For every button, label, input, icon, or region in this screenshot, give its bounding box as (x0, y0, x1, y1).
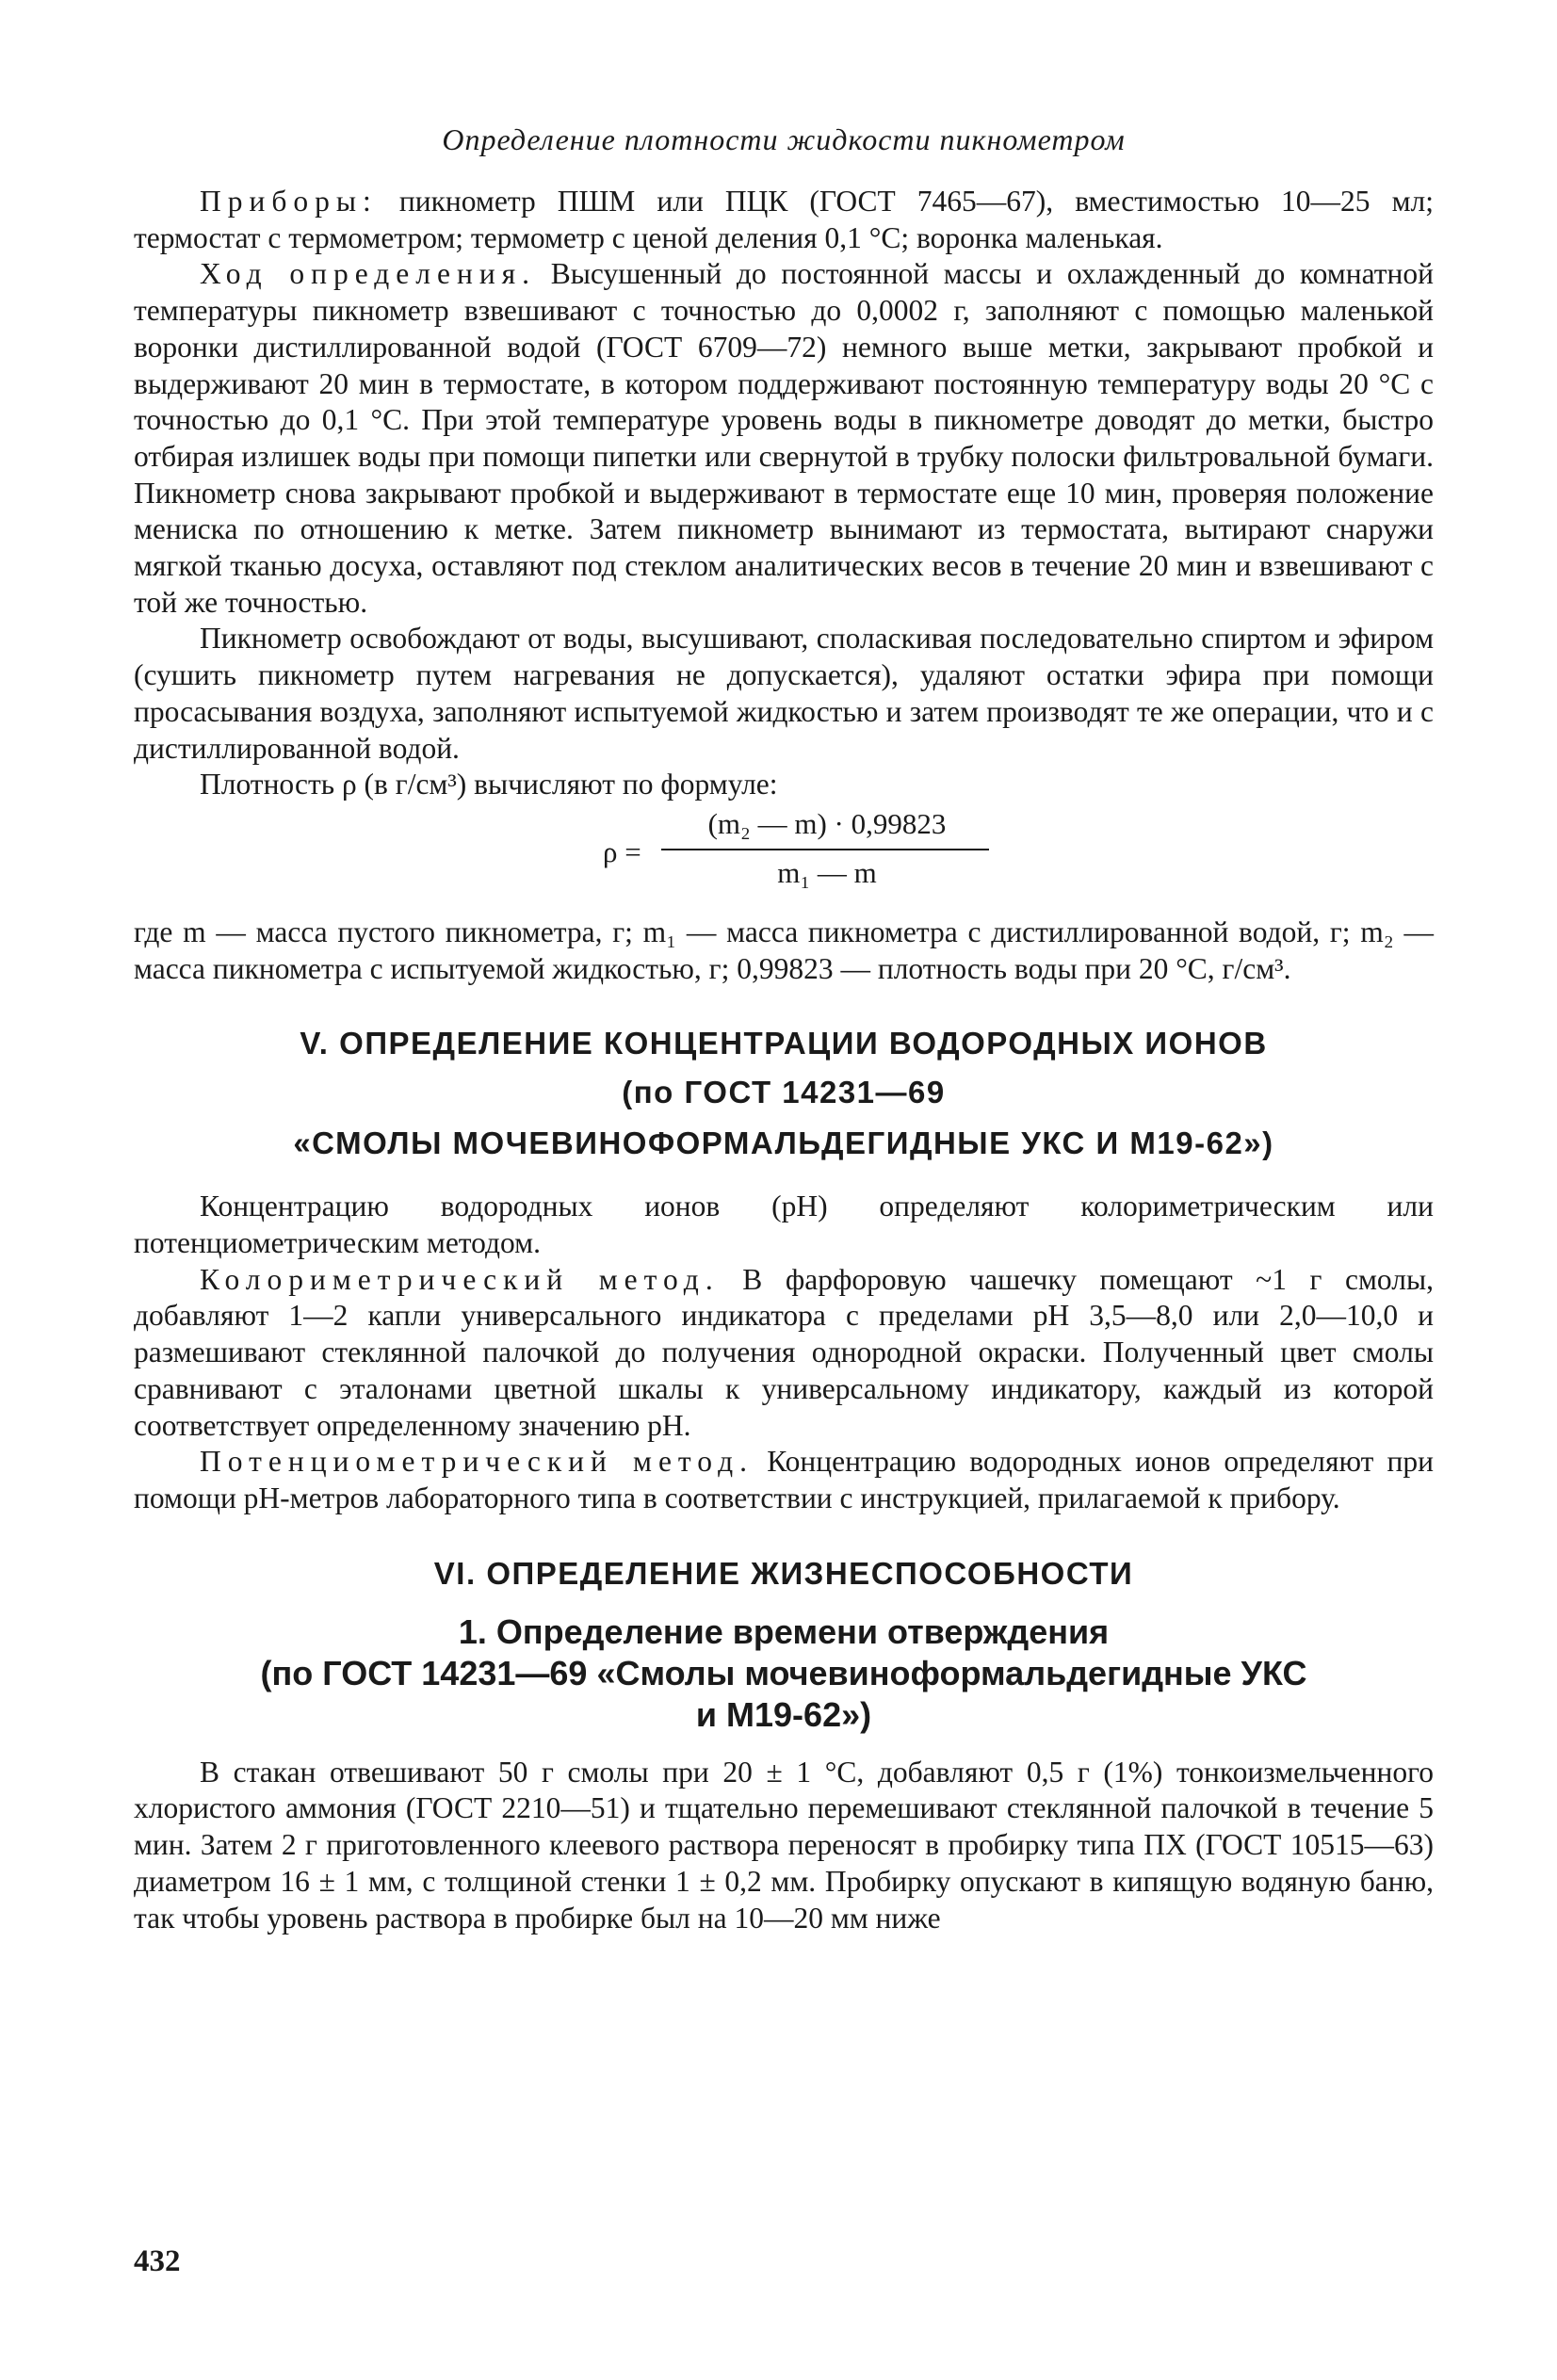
section-5-subtitle-2: «СМОЛЫ МОЧЕВИНОФОРМАЛЬДЕГИДНЫЕ УКС И М19-62») (293, 1125, 1274, 1161)
section-6-title: VI. ОПРЕДЕЛЕНИЕ ЖИЗНЕСПОСОБНОСТИ (433, 1555, 1134, 1591)
potentiometric-text: Концентрацию водородных ионов определяют при помощи рН-метров лабораторного типа в соответствии с инструкцией, прилагаемой к прибору. (134, 1445, 1434, 1514)
section-5-subtitle-1: (по ГОСТ 14231—69 (622, 1075, 946, 1110)
instruments-text: пикнометр ПШМ или ПЦК (ГОСТ 7465—67), вместимостью 10—25 мл; термостат с термометром; термометр с ценой деления 0,1 °С; воронка маленькая. (134, 185, 1434, 254)
page-body (134, 122, 1434, 1936)
procedure-lead: Ход определения. (200, 257, 537, 291)
formula-denominator: m₁ — m (777, 855, 877, 889)
density-formula (134, 807, 1434, 905)
ph-intro-paragraph: Концентрацию водородных ионов (рН) определяют колориметрическим или потенциометрическим методом. (134, 1190, 1434, 1260)
potentiometric-lead: Потенциометрический метод. (200, 1445, 754, 1479)
formula-legend: где m — масса пустого пикнометра, г; m₁ — масса пикнометра с дистиллированной водой, г; m₂ — масса пикнометра с испытуемой жидкостью, г; 0,99823 — плотность воды при 20 °С, г/см³. (134, 915, 1434, 985)
section-5-title: V. ОПРЕДЕЛЕНИЕ КОНЦЕНТРАЦИИ ВОДОРОДНЫХ ИОНОВ (300, 1026, 1268, 1061)
page-number: 432 (134, 2244, 181, 2278)
potentiometric-paragraph (134, 1444, 1434, 1516)
procedure-paragraph (134, 256, 1434, 621)
formula-lhs: ρ = (603, 834, 641, 868)
section-6-sub-2: (по ГОСТ 14231—69 «Смолы мочевиноформальдегидные УКС (260, 1653, 1307, 1692)
fraction-bar (661, 849, 989, 850)
instruments-lead: Приборы: (200, 185, 378, 218)
colorimetric-text: В фарфоровую чашечку помещают ~1 г смолы, добавляют 1—2 капли универсального индикатора с пределами рН 3,5—8,0 или 2,0—10,0 и размешивают стеклянной палочкой до получения однородной окраски. Полученный цвет смолы сравнивают с эталонами цветной шкалы к универсальному индикатору, каждый из которой соответствует определенному значению рН. (134, 1262, 1434, 1442)
colorimetric-paragraph (134, 1262, 1434, 1445)
drying-paragraph: Пикнометр освобождают от воды, высушивают, споласкивая последовательно спиртом и эфиром (сушить пикнометр путем нагревания не допускается), удаляют остатки эфира при помощи просасывания воздуха, заполняют испытуемой жидкостью и затем производят те же операции, что и с дистиллированной водой. (134, 622, 1434, 765)
formula-numerator: (m₂ — m) · 0,99823 (707, 806, 947, 840)
section-6-sub-3: и М19-62») (695, 1694, 872, 1734)
running-head: Определение плотности жидкости пикнометром (442, 122, 1126, 156)
procedure-text: Высушенный до постоянной массы и охлажденный до комнатной температуры пикнометр взвешивают с точностью до 0,0002 г, заполняют с помощью маленькой воронки дистиллированной водой (ГОСТ 6709—72) немного выше метки, закрывают пробкой и выдерживают 20 мин в термостате, в котором поддерживают постоянную температуру воды 20 °С с точностью до 0,1 °С. При этой температуре уровень воды в пикнометре доводят до метки, быстро отбирая излишек воды при помощи пипетки или свернутой в трубку полоски фильтровальной бумаги. Пикнометр снова закрывают пробкой и выдерживают в термостате еще 10 мин, проверяя положение мениска по отношению к метке. Затем пикнометр вынимают из термостата, вытирают снаружи мягкой тканью досуха, оставляют под стеклом аналитических весов в течение 20 мин и взвешивают с той же точностью. (134, 257, 1434, 619)
section-6-sub-1: 1. Определение времени отверждения (458, 1611, 1110, 1651)
colorimetric-lead: Колориметрический метод. (200, 1262, 720, 1296)
curing-time-paragraph: В стакан отвешивают 50 г смолы при 20 ± 1 °С, добавляют 0,5 г (1%) тонкоизмельченного хлористого аммония (ГОСТ 2210—51) и тщательно перемешивают стеклянной палочкой в течение 5 мин. Затем 2 г приготовленного клеевого раствора переносят в пробирку типа ПХ (ГОСТ 10515—63) диаметром 16 ± 1 мм, с толщиной стенки 1 ± 0,2 мм. Пробирку опускают в кипящую водяную баню, так чтобы уровень раствора в пробирке был на 10—20 мм ниже (134, 1755, 1434, 1935)
formula-intro: Плотность ρ (в г/см³) вычисляют по формуле: (200, 768, 778, 801)
instruments-paragraph (134, 184, 1434, 256)
